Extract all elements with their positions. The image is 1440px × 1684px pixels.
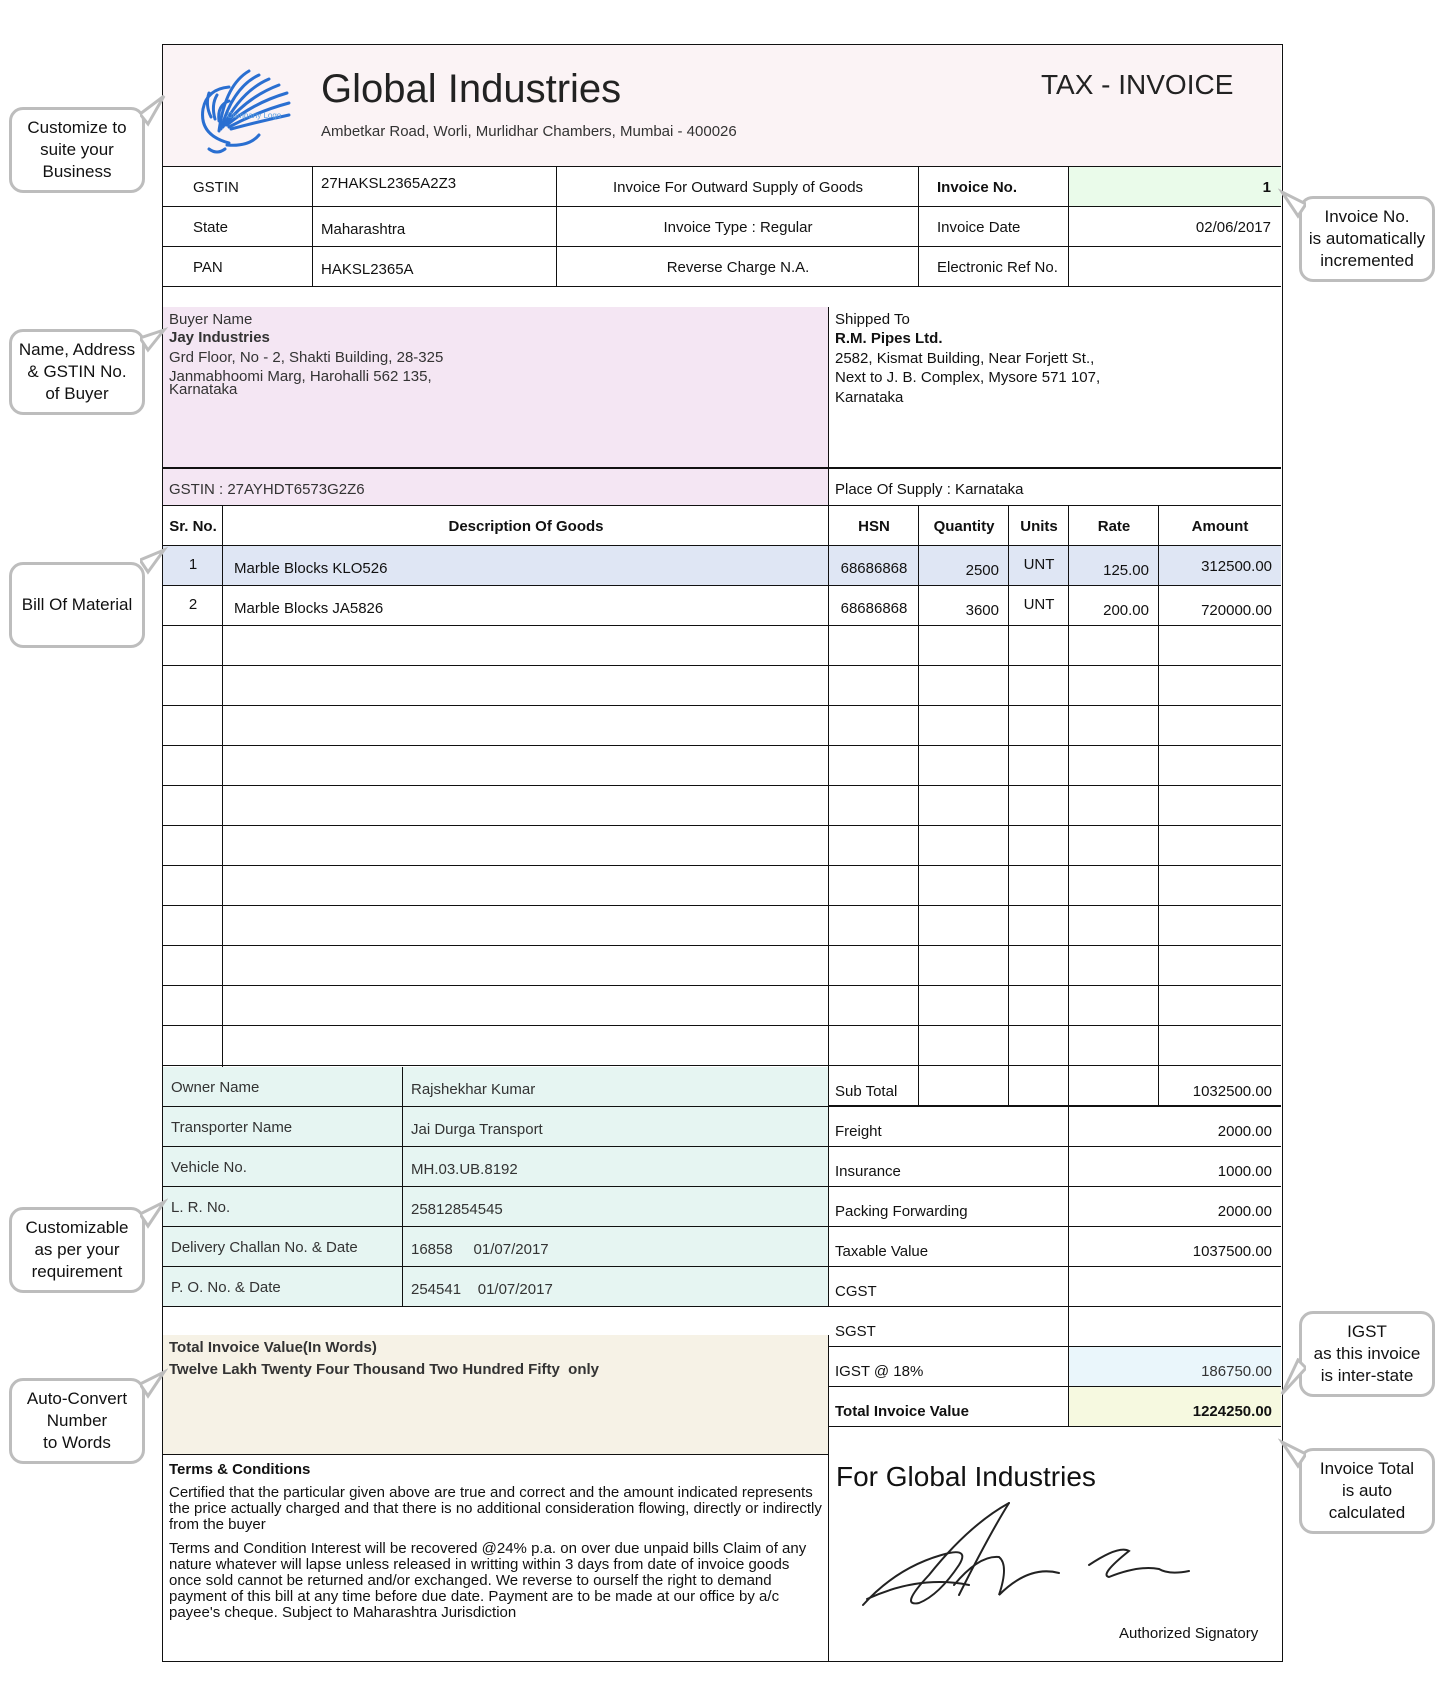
table-empty-cell <box>1159 906 1281 946</box>
transport-value-cell <box>403 1227 829 1267</box>
table-empty-cell <box>1009 866 1069 906</box>
table-cell-value: Marble Blocks JA5826 <box>234 600 384 617</box>
table-row-cell <box>1159 586 1281 626</box>
table-row-cell <box>1159 546 1281 586</box>
table-empty-cell <box>223 946 829 986</box>
totals-label-cell <box>829 1147 1069 1187</box>
transport-value: Rajshekhar Kumar <box>411 1081 536 1098</box>
transport-value: 25812854545 <box>411 1201 503 1218</box>
header-cell-label <box>163 207 313 247</box>
buyer-gstin: GSTIN : 27AYHDT6573G2Z6 <box>169 481 365 498</box>
header-value2: 1 <box>1262 179 1271 196</box>
table-header-cell <box>163 506 223 546</box>
totals-value: 1037500.00 <box>1192 1243 1272 1260</box>
totals-label-cell <box>829 1267 1069 1307</box>
header-middle: Invoice For Outward Supply of Goods <box>612 179 864 196</box>
transport-value-cell <box>403 1187 829 1227</box>
totals-value: 1032500.00 <box>1192 1083 1272 1100</box>
table-cell-value: 720000.00 <box>1201 602 1272 619</box>
header-middle: Reverse Charge N.A. <box>666 259 810 276</box>
table-row-cell <box>829 586 919 626</box>
header-label: GSTIN <box>193 179 239 196</box>
totals-value: 1224250.00 <box>1192 1403 1272 1420</box>
table-empty-cell <box>163 786 223 826</box>
table-empty-cell <box>829 906 919 946</box>
document-title: TAX - INVOICE <box>1041 69 1234 100</box>
table-empty-cell <box>1159 786 1281 826</box>
callout-customizable-tail <box>140 1194 168 1234</box>
totals-label: Taxable Value <box>835 1243 929 1260</box>
buyer-address-line1: Grd Floor, No - 2, Shakti Building, 28-325 <box>169 349 444 366</box>
amount-in-words-box <box>163 1335 829 1455</box>
table-empty-cell <box>1159 626 1281 666</box>
transport-value: Jai Durga Transport <box>411 1121 543 1138</box>
table-empty-cell <box>1009 826 1069 866</box>
table-empty-cell <box>829 986 919 1026</box>
terms-box <box>163 1455 829 1661</box>
invoice-sheet <box>162 44 1283 1662</box>
callout-invoice-no: Invoice No. is automatically incremented <box>1299 196 1435 282</box>
amount-in-words-value: Twelve Lakh Twenty Four Thousand Two Hundred Fifty only <box>169 1361 600 1378</box>
table-empty-cell <box>163 1026 223 1066</box>
totals-value-cell <box>1069 1347 1281 1387</box>
totals-label: Freight <box>835 1123 882 1140</box>
table-header-cell <box>1069 506 1159 546</box>
shipped-address-line3: Karnataka <box>835 389 904 406</box>
header-value: Maharashtra <box>321 221 406 238</box>
callout-buyer-tail <box>140 318 168 358</box>
table-empty-cell <box>919 1026 1009 1066</box>
table-row-cell <box>1009 546 1069 586</box>
table-empty-cell <box>829 626 919 666</box>
transport-label-cell <box>163 1227 403 1267</box>
table-empty-cell <box>829 826 919 866</box>
table-empty-cell <box>919 866 1009 906</box>
logo-caption: Company Logo <box>227 111 282 120</box>
table-empty-cell <box>1069 866 1159 906</box>
totals-value: 1000.00 <box>1217 1163 1272 1180</box>
table-header-cell <box>1159 506 1281 546</box>
table-empty-cell <box>1159 826 1281 866</box>
table-empty-cell <box>919 826 1009 866</box>
table-empty-cell <box>1009 986 1069 1026</box>
for-company-label: For Global Industries <box>836 1461 1096 1492</box>
terms-paragraph-1: Certified that the particular given above are true and correct and the amount indicated represents the price actually charged and that there is no additional consideration flowing, directly or indirectly from the buyer <box>169 1484 822 1533</box>
table-empty-cell <box>1009 786 1069 826</box>
table-cell-value: 200.00 <box>1103 602 1149 619</box>
shipped-address-line2: Next to J. B. Complex, Mysore 571 107, <box>835 369 1101 386</box>
table-row-cell <box>223 546 829 586</box>
table-cell-value: 125.00 <box>1103 562 1149 579</box>
table-empty-cell <box>163 706 223 746</box>
table-empty-cell <box>223 706 829 746</box>
callout-buyer: Name, Address & GSTIN No. of Buyer <box>9 329 145 415</box>
totals-label: CGST <box>835 1283 877 1300</box>
header-label2: Electronic Ref No. <box>937 259 1058 276</box>
totals-value: 2000.00 <box>1217 1203 1272 1220</box>
totals-label-cell <box>829 1347 1069 1387</box>
table-empty-cell <box>919 986 1009 1026</box>
header-label: PAN <box>193 259 223 276</box>
table-header-7: Amount <box>1191 518 1249 535</box>
table-empty-cell <box>1069 986 1159 1026</box>
callout-invoice-total: Invoice Total is auto calculated <box>1299 1448 1435 1534</box>
table-empty-cell <box>1069 706 1159 746</box>
header-cell-label2 <box>919 167 1069 207</box>
transport-value-cell <box>403 1147 829 1187</box>
header-cell-value <box>313 247 557 287</box>
table-empty-cell <box>1159 866 1281 906</box>
table-empty-cell <box>1159 986 1281 1026</box>
header-cell-middle <box>557 247 919 287</box>
table-empty-cell <box>1009 906 1069 946</box>
transport-label: Vehicle No. <box>171 1159 247 1176</box>
callout-invoice-no-tail <box>1278 184 1306 224</box>
table-empty-cell <box>223 906 829 946</box>
table-empty-cell <box>1009 946 1069 986</box>
table-cell-value: 68686868 <box>840 600 908 617</box>
callout-total-tail <box>1278 1434 1306 1474</box>
header-cell-value2 <box>1069 247 1281 287</box>
table-row-cell <box>163 586 223 626</box>
transport-label-cell <box>163 1147 403 1187</box>
totals-label-cell <box>829 1067 1069 1107</box>
table-row-cell <box>1069 546 1159 586</box>
header-cell-value2 <box>1069 207 1281 247</box>
table-cell-value: 3600 <box>965 602 999 619</box>
table-empty-cell <box>223 1026 829 1066</box>
amount-in-words-heading: Total Invoice Value(In Words) <box>169 1339 377 1356</box>
signature-box <box>829 1455 1281 1661</box>
header-cell-value <box>313 207 557 247</box>
terms-paragraph-2: Terms and Condition Interest will be recovered @24% p.a. on over due unpaid bills Claim of any nature whatever will lapse unless released in writting within 3 days from date of invoice goods once sold cannot be returned and/or exchanged. We reverse to ourself the right to demand payment of this bill at any time before due date. Payment are to be made at our office by a/c payee's cheque. Subject to Maharashtra Jurisdiction <box>169 1540 807 1621</box>
header-cell-middle <box>557 207 919 247</box>
table-row-cell <box>223 586 829 626</box>
table-empty-cell <box>223 826 829 866</box>
header-value: 27HAKSL2365A2Z3 <box>321 175 457 192</box>
callout-words-tail <box>140 1364 168 1404</box>
table-empty-cell <box>919 906 1009 946</box>
table-row-cell <box>1009 586 1069 626</box>
shipped-address-line1: 2582, Kismat Building, Near Forjett St., <box>835 350 1095 367</box>
table-header-cell <box>223 506 829 546</box>
header-label2: Invoice No. <box>937 179 1018 196</box>
table-header-1: Sr. No. <box>169 518 217 535</box>
company-address: Ambetkar Road, Worli, Murlidhar Chambers, Mumbai - 400026 <box>321 123 737 140</box>
buyer-address-line2: Janmabhoomi Marg, Harohalli 562 135, <box>169 368 432 385</box>
table-header-cell <box>829 506 919 546</box>
totals-value-cell <box>1069 1307 1281 1347</box>
table-empty-cell <box>1069 1026 1159 1066</box>
table-empty-cell <box>1009 746 1069 786</box>
header-label: State <box>193 219 229 236</box>
transport-value-cell <box>403 1107 829 1147</box>
buyer-section <box>163 307 829 506</box>
authorized-signatory-label: Authorized Signatory <box>1119 1625 1259 1642</box>
transport-label-cell <box>163 1107 403 1147</box>
table-empty-cell <box>163 666 223 706</box>
table-empty-cell <box>223 666 829 706</box>
table-empty-cell <box>1159 1026 1281 1066</box>
table-empty-cell <box>829 866 919 906</box>
callout-bom-tail <box>140 540 168 580</box>
table-empty-cell <box>223 626 829 666</box>
table-empty-cell <box>163 986 223 1026</box>
transport-value: 254541 01/07/2017 <box>411 1281 553 1298</box>
table-empty-cell <box>1069 666 1159 706</box>
header-cell-value <box>313 167 557 207</box>
table-empty-cell <box>829 1026 919 1066</box>
table-empty-cell <box>919 946 1009 986</box>
transport-value: 16858 01/07/2017 <box>411 1241 549 1258</box>
header-cell-label2 <box>919 207 1069 247</box>
header-label2: Invoice Date <box>937 219 1021 236</box>
table-empty-cell <box>1009 1026 1069 1066</box>
transport-label-cell <box>163 1187 403 1227</box>
buyer-address-line3: Karnataka <box>169 381 238 398</box>
table-row-cell <box>919 546 1009 586</box>
table-empty-cell <box>919 626 1009 666</box>
header-middle: Invoice Type : Regular <box>663 219 813 236</box>
transport-value-cell <box>403 1267 829 1307</box>
transport-label-cell <box>163 1267 403 1307</box>
shipped-section <box>829 307 1281 506</box>
table-empty-cell <box>1159 746 1281 786</box>
table-empty-cell <box>223 786 829 826</box>
callout-igst-tail <box>1278 1358 1306 1398</box>
header-value: HAKSL2365A <box>321 261 414 278</box>
company-header <box>163 45 1281 167</box>
table-empty-cell <box>163 626 223 666</box>
totals-value-cell <box>1069 1067 1281 1107</box>
table-empty-cell <box>919 746 1009 786</box>
transport-label: Owner Name <box>171 1079 260 1096</box>
totals-value-cell <box>1069 1387 1281 1427</box>
header-value2: 02/06/2017 <box>1195 219 1271 236</box>
table-row-cell <box>163 546 223 586</box>
transport-value-cell <box>403 1067 829 1107</box>
callout-bill-of-material: Bill Of Material <box>9 562 145 648</box>
totals-label: Sub Total <box>835 1083 898 1100</box>
table-empty-cell <box>829 786 919 826</box>
place-of-supply: Place Of Supply : Karnataka <box>835 481 1024 498</box>
totals-label-cell <box>829 1187 1069 1227</box>
header-cell-label <box>163 167 313 207</box>
callout-customizable: Customizable as per your requirement <box>9 1207 145 1293</box>
totals-label: Insurance <box>835 1163 901 1180</box>
table-empty-cell <box>1009 666 1069 706</box>
header-cell-label <box>163 247 313 287</box>
table-empty-cell <box>1069 626 1159 666</box>
table-empty-cell <box>223 866 829 906</box>
table-header-5: Units <box>1020 518 1058 535</box>
totals-value-cell <box>1069 1227 1281 1267</box>
table-header-2: Description Of Goods <box>448 518 604 535</box>
table-empty-cell <box>163 746 223 786</box>
shipped-heading: Shipped To <box>835 311 910 328</box>
table-empty-cell <box>163 826 223 866</box>
table-empty-cell <box>919 786 1009 826</box>
table-cell-value: 2500 <box>965 562 999 579</box>
totals-value-cell <box>1069 1107 1281 1147</box>
table-empty-cell <box>163 946 223 986</box>
totals-value: 186750.00 <box>1201 1363 1272 1380</box>
transport-label: Transporter Name <box>171 1119 293 1136</box>
table-row-cell <box>919 586 1009 626</box>
table-empty-cell <box>829 666 919 706</box>
table-empty-cell <box>919 666 1009 706</box>
buyer-heading: Buyer Name <box>169 311 253 328</box>
callout-igst: IGST as this invoice is inter-state <box>1299 1311 1435 1397</box>
table-empty-cell <box>1069 906 1159 946</box>
callout-customize-tail <box>140 92 168 132</box>
table-cell-value: Marble Blocks KLO526 <box>234 560 388 577</box>
table-empty-cell <box>829 746 919 786</box>
callout-auto-convert: Auto-Convert Number to Words <box>9 1378 145 1464</box>
table-cell-value: 2 <box>188 596 198 613</box>
table-empty-cell <box>1159 666 1281 706</box>
table-empty-cell <box>1069 746 1159 786</box>
table-header-3: HSN <box>858 518 890 535</box>
table-header-cell <box>919 506 1009 546</box>
signature-image <box>859 1495 1219 1625</box>
shipped-name: R.M. Pipes Ltd. <box>835 330 943 347</box>
table-cell-value: UNT <box>1023 556 1055 573</box>
table-header-6: Rate <box>1097 518 1131 535</box>
transport-label: L. R. No. <box>171 1199 231 1216</box>
header-cell-value2 <box>1069 167 1281 207</box>
table-cell-value: UNT <box>1023 596 1055 613</box>
table-empty-cell <box>163 866 223 906</box>
table-empty-cell <box>1009 626 1069 666</box>
totals-value-cell <box>1069 1267 1281 1307</box>
totals-label-cell <box>829 1387 1069 1427</box>
table-cell-value: 1 <box>188 556 198 573</box>
table-empty-cell <box>223 746 829 786</box>
totals-label: IGST @ 18% <box>835 1363 924 1380</box>
callout-customize: Customize to suite your Business <box>9 107 145 193</box>
header-cell-middle <box>557 167 919 207</box>
company-name: Global Industries <box>321 67 622 111</box>
table-empty-cell <box>829 946 919 986</box>
table-empty-cell <box>1069 826 1159 866</box>
totals-label-cell <box>829 1107 1069 1147</box>
terms-heading: Terms & Conditions <box>169 1461 311 1478</box>
table-row-cell <box>1069 586 1159 626</box>
table-header-4: Quantity <box>933 518 995 535</box>
totals-label: Packing Forwarding <box>835 1203 968 1220</box>
table-empty-cell <box>1069 946 1159 986</box>
table-cell-value: 68686868 <box>840 560 908 577</box>
buyer-name: Jay Industries <box>169 329 270 346</box>
totals-label-cell <box>829 1307 1069 1347</box>
table-row-cell <box>829 546 919 586</box>
table-header-cell <box>1009 506 1069 546</box>
table-empty-cell <box>1159 706 1281 746</box>
table-empty-cell <box>1159 946 1281 986</box>
totals-value-cell <box>1069 1147 1281 1187</box>
table-empty-cell <box>1069 786 1159 826</box>
transport-label: P. O. No. & Date <box>171 1279 281 1296</box>
totals-value: 2000.00 <box>1217 1123 1272 1140</box>
transport-value: MH.03.UB.8192 <box>411 1161 518 1178</box>
totals-label-cell <box>829 1227 1069 1267</box>
table-empty-cell <box>1009 706 1069 746</box>
totals-label: Total Invoice Value <box>835 1403 969 1420</box>
header-cell-label2 <box>919 247 1069 287</box>
totals-value-cell <box>1069 1187 1281 1227</box>
table-empty-cell <box>919 706 1009 746</box>
transport-label-cell <box>163 1067 403 1107</box>
table-empty-cell <box>829 706 919 746</box>
table-cell-value: 312500.00 <box>1201 558 1272 575</box>
totals-label: SGST <box>835 1323 876 1340</box>
table-empty-cell <box>223 986 829 1026</box>
transport-label: Delivery Challan No. & Date <box>171 1239 358 1256</box>
table-empty-cell <box>163 906 223 946</box>
